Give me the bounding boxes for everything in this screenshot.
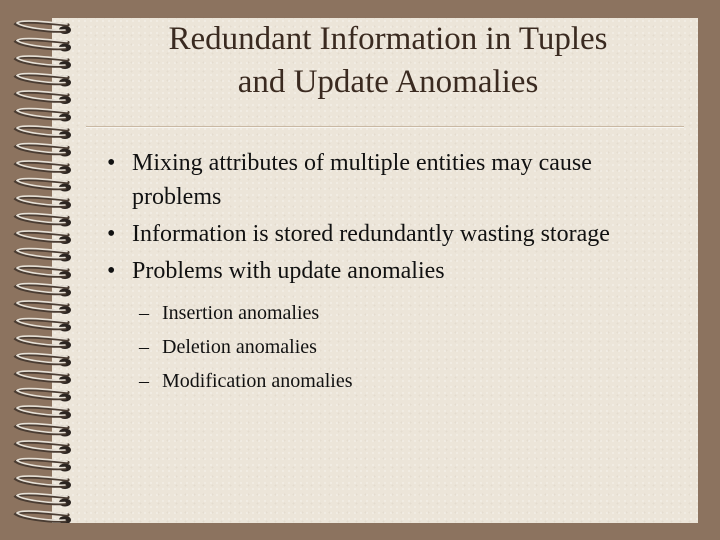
- spiral-ring-icon: [16, 301, 71, 314]
- slide-title: [78, 18, 698, 104]
- bullet-item: [107, 146, 687, 214]
- spiral-ring-icon: [16, 74, 71, 87]
- sub-bullet-item: [107, 330, 687, 364]
- spiral-ring-icon: [16, 91, 71, 104]
- spiral-ring-icon: [16, 144, 71, 157]
- spiral-ring-icon: [16, 424, 71, 437]
- spiral-ring-icon: [16, 249, 71, 262]
- spiral-binding-icon: [8, 18, 78, 523]
- sub-bullet-text: Modification anomalies: [162, 370, 353, 392]
- spiral-ring-icon: [16, 231, 71, 244]
- spiral-ring-icon: [16, 354, 71, 367]
- spiral-ring-icon: [16, 56, 71, 69]
- spiral-ring-icon: [16, 21, 71, 34]
- spiral-ring-icon: [16, 459, 71, 472]
- spiral-ring-icon: [16, 371, 71, 384]
- spiral-ring-icon: [16, 266, 71, 279]
- spiral-ring-icon: [16, 284, 71, 297]
- sub-bullet-item: [107, 364, 687, 398]
- bullet-marker: •: [107, 258, 116, 284]
- spiral-ring-icon: [16, 336, 71, 349]
- title-divider: [86, 126, 684, 127]
- bullet-list: [107, 146, 687, 398]
- bullet-text: Problems with update anomalies: [132, 258, 445, 284]
- bullet-text: Mixing attributes of multiple entities may cause problems: [132, 150, 592, 210]
- dash-marker: –: [139, 336, 149, 358]
- spiral-ring-icon: [16, 39, 71, 52]
- bullet-text: Information is stored redundantly wasting storage: [132, 221, 610, 247]
- spiral-ring-icon: [16, 441, 71, 454]
- bullet-item: [107, 217, 687, 251]
- bullet-marker: •: [107, 221, 116, 247]
- spiral-ring-icon: [16, 126, 71, 139]
- spiral-ring-icon: [16, 196, 71, 209]
- spiral-ring-icon: [16, 179, 71, 192]
- dash-marker: –: [139, 370, 149, 392]
- spiral-ring-icon: [16, 161, 71, 174]
- spiral-ring-icon: [16, 511, 71, 523]
- spiral-ring-icon: [16, 406, 71, 419]
- sub-bullet-item: [107, 296, 687, 330]
- title-line-1: Redundant Information in Tuples: [168, 21, 608, 57]
- title-line-2: and Update Anomalies: [237, 64, 539, 100]
- dash-marker: –: [139, 302, 149, 324]
- spiral-ring-icon: [16, 319, 71, 332]
- spiral-ring-icon: [16, 476, 71, 489]
- bullet-item: [107, 254, 687, 288]
- bullet-marker: •: [107, 150, 116, 176]
- sub-bullet-list: [107, 296, 687, 398]
- spiral-ring-icon: [16, 389, 71, 402]
- spiral-ring-icon: [16, 214, 71, 227]
- spiral-ring-icon: [16, 109, 71, 122]
- spiral-ring-icon: [16, 494, 71, 507]
- sub-bullet-text: Deletion anomalies: [162, 336, 317, 358]
- sub-bullet-text: Insertion anomalies: [162, 302, 320, 324]
